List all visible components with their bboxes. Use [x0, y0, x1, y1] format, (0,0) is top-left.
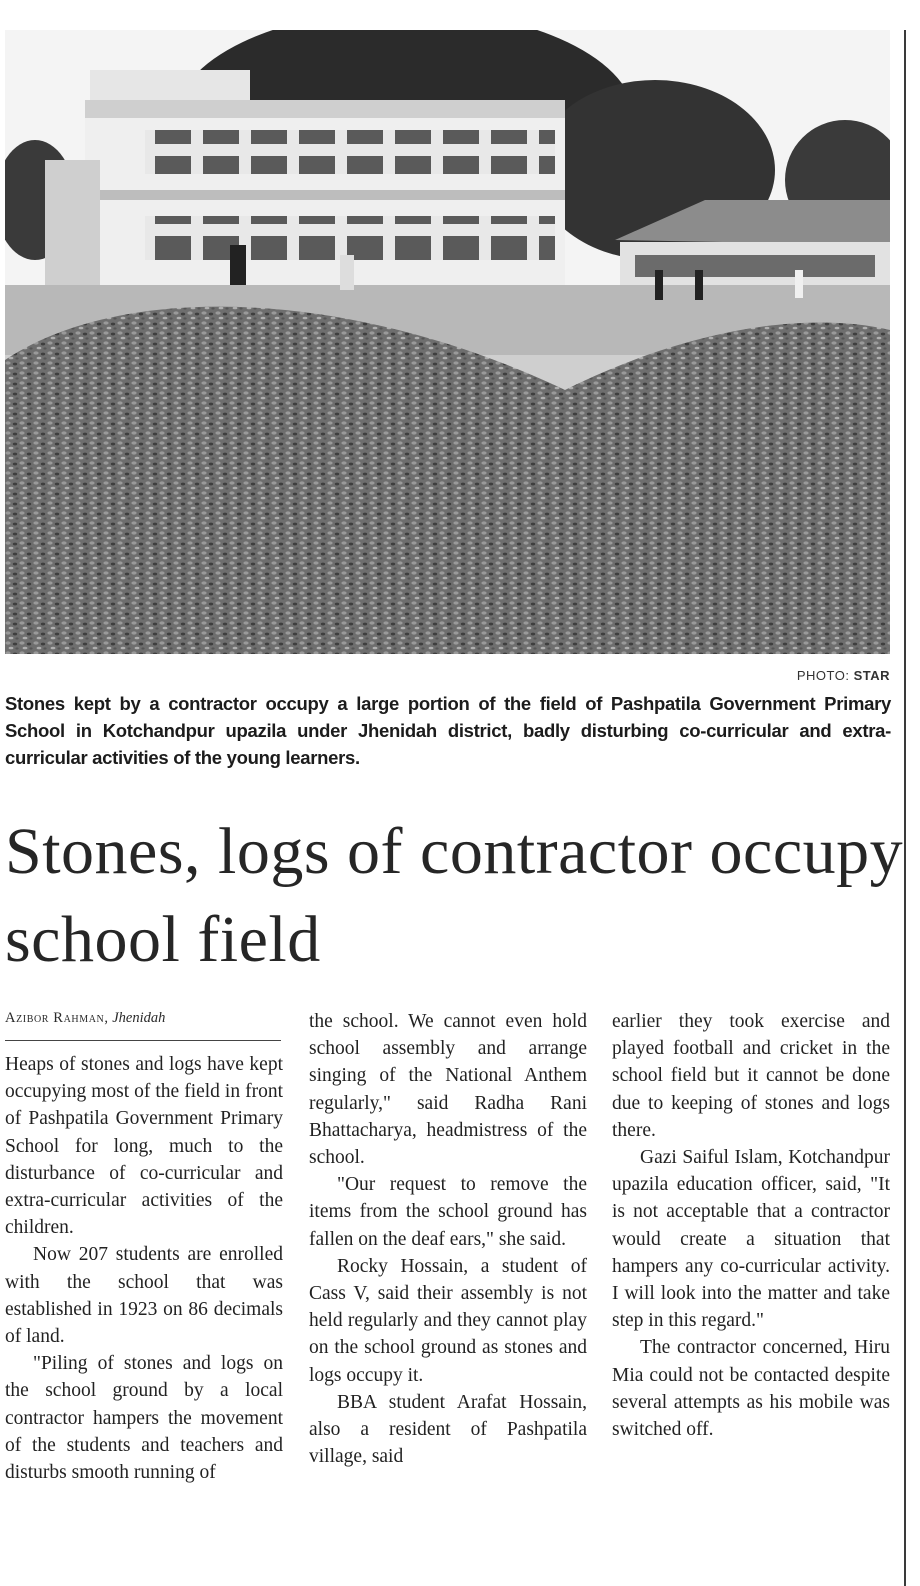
article-column-3 — [612, 1008, 890, 1443]
paragraph: Heaps of stones and logs have kept occupying most of the field in front of Pashpatila Government Primary School for long, much to the disturbance of co-curricular and extra-curricular activities of the children. — [5, 1054, 283, 1239]
paragraph: earlier they took exercise and played football and cricket in the school field but it cannot be done due to keeping of stones and logs there. — [612, 1011, 890, 1141]
paragraph: Now 207 students are enrolled with the school that was established in 1923 on 86 decimals of land. — [5, 1244, 283, 1348]
news-photo — [5, 30, 890, 654]
credit-label: PHOTO: — [796, 668, 850, 683]
byline-name: Azibor Rahman, — [5, 1010, 109, 1026]
paragraph: BBA student Arafat Hossain, also a resident of Pashpatila village, said — [309, 1391, 587, 1468]
school-field-photo — [5, 30, 890, 654]
paragraph: Rocky Hossain, a student of Cass V, said their assembly is not held regularly and they cannot play on the school ground as stones and logs occupy it. — [309, 1255, 587, 1386]
paragraph: Gazi Saiful Islam, Kotchandpur upazila education officer, said, "It is not acceptable that a contractor would create a situation that hampers any co-curricular activity. I will look into the matter and take step in this regard." — [612, 1147, 890, 1332]
article-column-2 — [309, 1008, 587, 1470]
paragraph: the school. We cannot even hold school assembly and arrange singing of the National Anthem regularly," said Radha Rani Bhattacharya, headmistress of the school. — [309, 1011, 587, 1169]
headline: Stones, logs of contractor occupy school field — [5, 815, 904, 976]
byline-divider — [5, 1040, 281, 1041]
photo-credit — [600, 668, 890, 683]
photo-caption: Stones kept by a contractor occupy a large portion of the field of Pashpatila Government Primary School in Kotchandpur upazila under Jhenidah district, badly disturbing co-curricular and extra-curricular activities of the young learners. — [5, 693, 891, 768]
credit-source: STAR — [853, 668, 890, 683]
byline — [5, 1010, 283, 1027]
byline-place: Jhenidah — [112, 1010, 166, 1026]
paragraph: The contractor concerned, Hiru Mia could not be contacted despite several attempts as his mobile was switched off. — [612, 1337, 890, 1441]
article-column-1 — [5, 1051, 283, 1486]
paragraph: "Piling of stones and logs on the school ground by a local contractor hampers the movement of the students and teachers and disturbs smooth running of — [5, 1353, 283, 1484]
paragraph: "Our request to remove the items from the school ground has fallen on the deaf ears," she said. — [309, 1174, 587, 1250]
